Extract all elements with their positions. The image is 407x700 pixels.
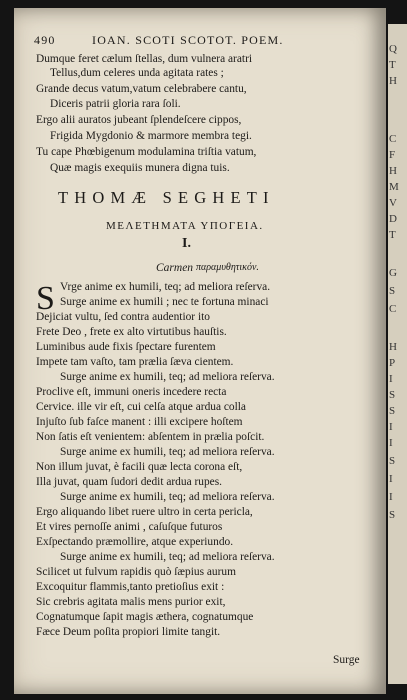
verse-line: Diceris patrii gloria rara ſoli. xyxy=(50,98,181,110)
facing-page-letter: S xyxy=(389,389,396,401)
verse-line: Ergo alii auratos jubeant ſplendeſcere cippos, xyxy=(36,114,242,126)
facing-page-letter: D xyxy=(389,213,397,225)
facing-page-letter: C xyxy=(389,133,397,145)
refrain-line: Surge anime ex humili, teq; ad meliora reſerva. xyxy=(60,446,275,458)
facing-page-letter: G xyxy=(389,267,397,279)
poem-line: Non ſatis eſt venientem: abſentem in prælia poſcit. xyxy=(36,431,265,443)
page-number: 490 xyxy=(34,33,56,47)
poem-line: Luminibus aude fixis ſpectare furentem xyxy=(36,341,216,353)
facing-page-letter: I xyxy=(389,473,393,485)
facing-page-edge xyxy=(388,24,407,684)
facing-page-letter: M xyxy=(389,181,399,193)
running-title: IOAN. SCOTI SCOTOT. POEM. xyxy=(92,33,284,47)
poem-line: Non illum juvat, è facili quæ lecta corona eſt, xyxy=(36,461,243,473)
facing-page-letter: I xyxy=(389,491,393,503)
poem-line: Impete tam vaſto, tam prælia ſæva cientem. xyxy=(36,356,234,368)
poem-line: Cervice. ille vir eſt, cui celſa atque ardua colla xyxy=(36,401,246,413)
greek-subtitle: ΜΕΛΕΤΗΜΑΤΑ ΥΠΟΓΕΙΑ. xyxy=(106,220,264,232)
poem-line: Scilicet ut fulvum rapidis quò ſæpius aurum xyxy=(36,566,236,578)
refrain-line: Surge anime ex humili, teq; ad meliora reſerva. xyxy=(60,371,275,383)
poem-line: Injuſto ſub faſce manent : illi excipere hoſtem xyxy=(36,416,243,428)
facing-page-letter: V xyxy=(389,197,397,209)
facing-page-letter: S xyxy=(389,455,396,467)
poem-line: Vrge anime ex humili, teq; ad meliora reſerva. xyxy=(60,281,271,293)
facing-page-letter: F xyxy=(389,149,396,161)
facing-page-letter: C xyxy=(389,303,397,315)
poem-line: Excoquitur flammis,tanto pretioſius exit : xyxy=(36,581,225,593)
drop-cap: S xyxy=(36,280,55,317)
poem-number: I. xyxy=(182,236,191,251)
facing-page-letter: I xyxy=(389,373,393,385)
carmen-label: Carmen xyxy=(156,262,194,274)
facing-page-letter: H xyxy=(389,165,397,177)
facing-page-letter: Q xyxy=(389,43,397,55)
poem-line: Exſpectando præmollire, atque experiundo. xyxy=(36,536,234,548)
facing-page-letter: P xyxy=(389,357,396,369)
section-title: THOMÆ SEGHETI xyxy=(58,188,275,207)
carmen-greek: παραμυθητικόν. xyxy=(196,262,259,273)
verse-line: Dumque feret cælum ſtellas, dum vulnera aratri xyxy=(36,53,253,65)
facing-page-letter: S xyxy=(389,405,396,417)
facing-page-letter: H xyxy=(389,341,397,353)
refrain-line: Surge anime ex humili, teq; ad meliora reſerva. xyxy=(60,551,275,563)
poem-line: Dejiciat vultu, ſed contra audentior ito xyxy=(36,311,210,323)
catchword: Surge xyxy=(333,654,360,666)
poem-line: Sic crebris agitata malis mens purior exit, xyxy=(36,596,226,608)
verse-line: Quæ magis exequiis munera digna tuis. xyxy=(50,162,230,174)
poem-line: Proclive eſt, immuni oneris incedere recta xyxy=(36,386,227,398)
poem-line: Ergo aliquando libet ruere ultro in certa pericla, xyxy=(36,506,253,518)
poem-line: Cognatumque ſapit magis æthera, cognatumque xyxy=(36,611,254,623)
facing-page-letter: I xyxy=(389,421,393,433)
facing-page-letter: S xyxy=(389,285,396,297)
poem-line: Frete Deo , frete ex alto virtutibus hauſtis. xyxy=(36,326,227,338)
facing-page-letter: T xyxy=(389,229,396,241)
poem-line: Surge anime ex humili ; nec te fortuna minaci xyxy=(60,296,269,308)
poem-line: Fæce Deum poſita propiori limite tangit. xyxy=(36,626,221,638)
facing-page-letter: S xyxy=(389,509,396,521)
poem-line: Et vires pernoſſe animi , caſuſque futuros xyxy=(36,521,223,533)
verse-line: Grande decus vatum,vatum celebrabere cantu, xyxy=(36,83,247,95)
verse-line: Frigida Mygdonio & marmore membra tegi. xyxy=(50,130,252,142)
verse-line: Tellus,dum celeres unda agitata rates ; xyxy=(50,67,224,79)
facing-page-letter: I xyxy=(389,437,393,449)
refrain-line: Surge anime ex humili, teq; ad meliora reſerva. xyxy=(60,491,275,503)
poem-line: Illa juvat, quam ſudori dedit ardua rupes. xyxy=(36,476,222,488)
facing-page-letter: H xyxy=(389,75,397,87)
facing-page-letter: T xyxy=(389,59,396,71)
verse-line: Tu cape Phœbigenum modulamina triſtia vatum, xyxy=(36,146,257,158)
